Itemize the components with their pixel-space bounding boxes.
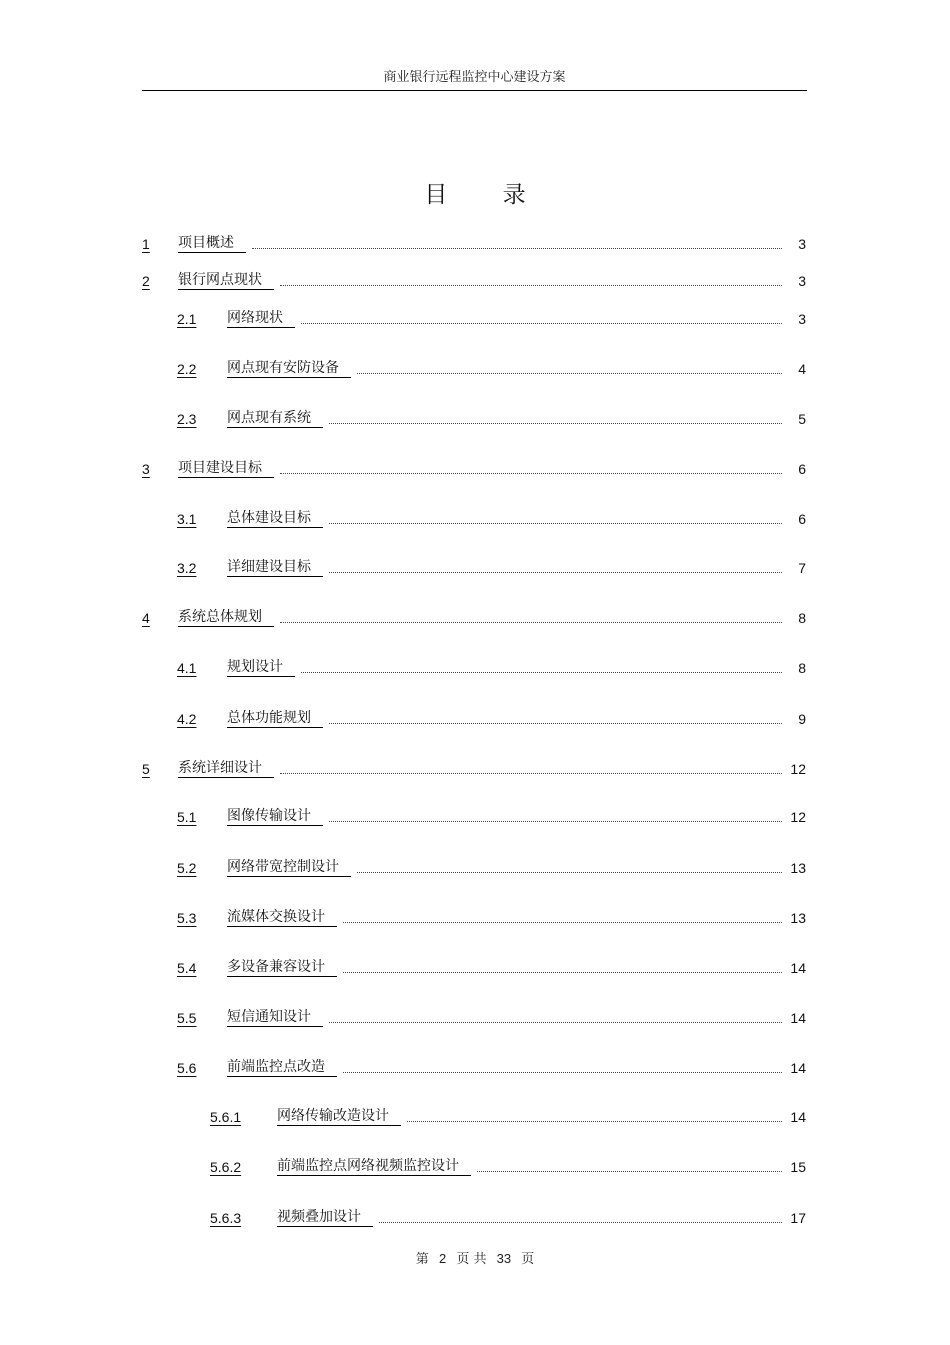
- toc-entry-5-1[interactable]: [177, 804, 806, 826]
- toc-leader-dots: [329, 523, 782, 524]
- toc-entry-label[interactable]: 系统总体规划: [178, 608, 274, 627]
- toc-entry-page[interactable]: 6: [798, 461, 806, 477]
- toc-leader-dots: [301, 323, 782, 324]
- toc-entry-page[interactable]: 12: [790, 761, 806, 777]
- toc-entry-label[interactable]: 项目建设目标: [178, 459, 274, 478]
- toc-entry-label[interactable]: 网络带宽控制设计: [227, 858, 351, 877]
- toc-entry-number[interactable]: 5.6: [177, 1060, 197, 1076]
- toc-entry-label[interactable]: 网络传输改造设计: [277, 1107, 401, 1126]
- toc-entry-page[interactable]: 13: [790, 860, 806, 876]
- toc-entry-label[interactable]: 前端监控点网络视频监控设计: [277, 1157, 471, 1176]
- toc-entry-label[interactable]: 图像传输设计: [227, 807, 323, 826]
- toc-entry-label[interactable]: 系统详细设计: [178, 759, 274, 778]
- toc-entry-page[interactable]: 6: [798, 511, 806, 527]
- toc-entry-5-5[interactable]: [177, 1005, 806, 1027]
- toc-entry-number[interactable]: 3.1: [177, 511, 197, 527]
- toc-entry-label[interactable]: 项目概述: [178, 234, 246, 253]
- footer-mid: 页 共: [456, 1252, 487, 1267]
- toc-entry-page[interactable]: 14: [790, 960, 806, 976]
- toc-entry-5-2[interactable]: [177, 855, 806, 877]
- toc-entry-1[interactable]: [142, 231, 806, 253]
- footer-total-pages: 33: [496, 1251, 512, 1266]
- toc-entry-page[interactable]: 8: [798, 660, 806, 676]
- toc-entry-page[interactable]: 15: [790, 1159, 806, 1175]
- toc-entry-5-4[interactable]: [177, 955, 806, 977]
- toc-entry-number[interactable]: 1: [142, 236, 150, 252]
- toc-entry-number[interactable]: 3: [142, 461, 150, 477]
- toc-entry-number[interactable]: 4: [142, 610, 150, 626]
- toc-entry-number[interactable]: 2.2: [177, 361, 197, 377]
- toc-entry-number[interactable]: 2.3: [177, 411, 197, 427]
- toc-entry-number[interactable]: 3.2: [177, 560, 197, 576]
- toc-entry-page[interactable]: 7: [798, 560, 806, 576]
- toc-entry-label[interactable]: 规划设计: [227, 658, 295, 677]
- toc-entry-page[interactable]: 3: [798, 236, 806, 252]
- page-footer: [0, 1248, 950, 1267]
- toc-entry-page[interactable]: 4: [798, 361, 806, 377]
- toc-entry-2-3[interactable]: [177, 406, 806, 428]
- toc-entry-3-1[interactable]: [177, 506, 806, 528]
- toc-leader-dots: [280, 473, 782, 474]
- toc-leader-dots: [280, 773, 782, 774]
- toc-leader-dots: [329, 572, 782, 573]
- toc-entry-4-1[interactable]: [177, 655, 806, 677]
- toc-entry-label[interactable]: 流媒体交换设计: [227, 908, 337, 927]
- toc-entry-label[interactable]: 详细建设目标: [227, 558, 323, 577]
- toc-leader-dots: [280, 622, 782, 623]
- toc-entry-number[interactable]: 5.5: [177, 1010, 197, 1026]
- toc-entry-page[interactable]: 17: [790, 1210, 806, 1226]
- toc-entry-label[interactable]: 短信通知设计: [227, 1008, 323, 1027]
- toc-leader-dots: [477, 1171, 782, 1172]
- toc-entry-label[interactable]: 前端监控点改造: [227, 1058, 337, 1077]
- toc-leader-dots: [329, 821, 782, 822]
- toc-entry-page[interactable]: 13: [790, 910, 806, 926]
- toc-leader-dots: [379, 1222, 782, 1223]
- toc-leader-dots: [280, 285, 782, 286]
- toc-entry-2-2[interactable]: [177, 356, 806, 378]
- toc-entry-5-6-3[interactable]: [210, 1205, 806, 1227]
- toc-entry-2-1[interactable]: [177, 306, 806, 328]
- toc-entry-number[interactable]: 5.6.2: [210, 1159, 242, 1175]
- toc-leader-dots: [343, 972, 782, 973]
- toc-entry-number[interactable]: 5.6.1: [210, 1109, 242, 1125]
- toc-entry-number[interactable]: 4.1: [177, 660, 197, 676]
- toc-entry-number[interactable]: 2: [142, 273, 150, 289]
- toc-heading: 目 录: [424, 182, 550, 208]
- toc-entry-page[interactable]: 14: [790, 1010, 806, 1026]
- toc-entry-label[interactable]: 总体功能规划: [227, 709, 323, 728]
- toc-entry-3[interactable]: [142, 456, 806, 478]
- toc-entry-label[interactable]: 视频叠加设计: [277, 1208, 373, 1227]
- toc-leader-dots: [343, 922, 782, 923]
- toc-leader-dots: [329, 723, 782, 724]
- toc-entry-page[interactable]: 14: [790, 1060, 806, 1076]
- toc-leader-dots: [343, 1072, 782, 1073]
- toc-entry-page[interactable]: 3: [798, 311, 806, 327]
- toc-entry-number[interactable]: 5.2: [177, 860, 197, 876]
- footer-suffix: 页: [521, 1252, 535, 1267]
- toc-leader-dots: [357, 373, 782, 374]
- toc-entry-number[interactable]: 5: [142, 761, 150, 777]
- toc-entry-4[interactable]: [142, 605, 806, 627]
- toc-entry-page[interactable]: 3: [798, 273, 806, 289]
- toc-entry-label[interactable]: 总体建设目标: [227, 509, 323, 528]
- toc-entry-number[interactable]: 4.2: [177, 711, 197, 727]
- toc-entry-4-2[interactable]: [177, 706, 806, 728]
- toc-entry-5-3[interactable]: [177, 905, 806, 927]
- toc-entry-number[interactable]: 5.4: [177, 960, 197, 976]
- toc-entry-label[interactable]: 网络现状: [227, 309, 295, 328]
- running-header: 商业银行远程监控中心建设方案: [383, 70, 566, 85]
- toc-entry-page[interactable]: 14: [790, 1109, 806, 1125]
- toc-entry-2[interactable]: [142, 268, 806, 290]
- toc-entry-number[interactable]: 2.1: [177, 311, 197, 327]
- toc-entry-number[interactable]: 5.6.3: [210, 1210, 242, 1226]
- toc-entry-page[interactable]: 8: [798, 610, 806, 626]
- footer-prefix: 第: [415, 1252, 429, 1267]
- toc-leader-dots: [301, 672, 782, 673]
- toc-entry-5[interactable]: [142, 756, 806, 778]
- toc-entry-5-6-2[interactable]: [210, 1154, 806, 1176]
- toc-entry-page[interactable]: 12: [790, 809, 806, 825]
- toc-entry-5-6[interactable]: [177, 1055, 806, 1077]
- toc-entry-5-6-1[interactable]: [210, 1104, 806, 1126]
- toc-entry-3-2[interactable]: [177, 555, 806, 577]
- toc-entry-label[interactable]: 网点现有系统: [227, 409, 323, 428]
- toc-entry-label[interactable]: 网点现有安防设备: [227, 359, 351, 378]
- toc-leader-dots: [329, 1022, 782, 1023]
- toc-entry-number[interactable]: 5.3: [177, 910, 197, 926]
- toc-entry-page[interactable]: 9: [798, 711, 806, 727]
- toc-entry-label[interactable]: 多设备兼容设计: [227, 958, 337, 977]
- toc-leader-dots: [329, 423, 782, 424]
- toc-entry-number[interactable]: 5.1: [177, 809, 197, 825]
- toc-entry-label[interactable]: 银行网点现状: [178, 271, 274, 290]
- toc-leader-dots: [407, 1121, 782, 1122]
- header-rule: [142, 90, 807, 91]
- toc-leader-dots: [252, 248, 782, 249]
- toc-entry-page[interactable]: 5: [798, 411, 806, 427]
- toc-leader-dots: [357, 872, 782, 873]
- footer-current-page: 2: [438, 1251, 447, 1266]
